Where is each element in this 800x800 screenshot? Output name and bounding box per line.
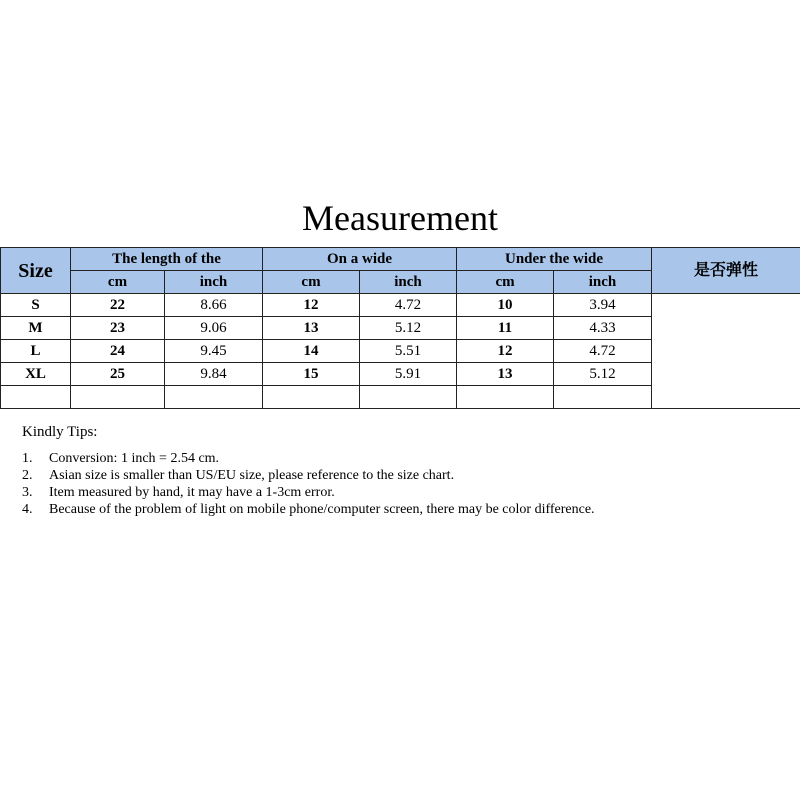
page-title: Measurement	[302, 198, 498, 238]
length-cm-cell: 23	[71, 317, 165, 340]
size-chart-table	[0, 247, 800, 409]
unit-header: inch	[165, 271, 263, 294]
list-item	[22, 450, 682, 467]
empty-cell	[165, 386, 263, 409]
tip-text: Asian size is smaller than US/EU size, please reference to the size chart.	[49, 468, 455, 483]
under-inch-cell: 4.72	[554, 340, 652, 363]
empty-cell	[263, 386, 360, 409]
under-inch-cell: 5.12	[554, 363, 652, 386]
table-row	[1, 294, 800, 317]
length-cm-cell: 22	[71, 294, 165, 317]
tip-number: 2.	[22, 468, 33, 483]
list-item	[22, 484, 682, 501]
tip-number: 3.	[22, 485, 33, 500]
unit-header: inch	[554, 271, 652, 294]
size-cell: L	[1, 340, 71, 363]
tip-number: 4.	[22, 502, 33, 517]
width-cm-cell: 14	[263, 340, 360, 363]
size-header: Size	[1, 248, 71, 294]
tip-text: Because of the problem of light on mobile phone/computer screen, there may be color difference.	[49, 502, 595, 517]
empty-cell	[457, 386, 554, 409]
unit-header: inch	[360, 271, 457, 294]
tip-text: Item measured by hand, it may have a 1-3cm error.	[49, 485, 335, 500]
width-cm-cell: 15	[263, 363, 360, 386]
length-cm-cell: 24	[71, 340, 165, 363]
width-inch-cell: 5.51	[360, 340, 457, 363]
under-cm-cell: 11	[457, 317, 554, 340]
width-inch-cell: 4.72	[360, 294, 457, 317]
length-inch-cell: 8.66	[165, 294, 263, 317]
tip-number: 1.	[22, 451, 33, 466]
length-inch-cell: 9.84	[165, 363, 263, 386]
elastic-header: 是否弹性	[652, 248, 800, 294]
tips-heading: Kindly Tips:	[22, 424, 98, 440]
elastic-cell	[652, 294, 800, 409]
under-cm-cell: 10	[457, 294, 554, 317]
length-inch-cell: 9.06	[165, 317, 263, 340]
size-cell: XL	[1, 363, 71, 386]
width-group-header: On a wide	[263, 248, 457, 271]
list-item	[22, 467, 682, 484]
tips-list	[22, 450, 682, 518]
under-cm-cell: 12	[457, 340, 554, 363]
under-inch-cell: 3.94	[554, 294, 652, 317]
width-inch-cell: 5.12	[360, 317, 457, 340]
length-cm-cell: 25	[71, 363, 165, 386]
empty-cell	[71, 386, 165, 409]
under-inch-cell: 4.33	[554, 317, 652, 340]
empty-cell	[554, 386, 652, 409]
length-group-header: The length of the	[71, 248, 263, 271]
width-cm-cell: 12	[263, 294, 360, 317]
unit-header: cm	[263, 271, 360, 294]
kindly-tips	[22, 424, 682, 518]
empty-cell	[1, 386, 71, 409]
width-inch-cell: 5.91	[360, 363, 457, 386]
empty-cell	[360, 386, 457, 409]
under-cm-cell: 13	[457, 363, 554, 386]
tip-text: Conversion: 1 inch = 2.54 cm.	[49, 451, 220, 466]
size-cell: M	[1, 317, 71, 340]
size-cell: S	[1, 294, 71, 317]
under-width-group-header: Under the wide	[457, 248, 652, 271]
unit-header: cm	[457, 271, 554, 294]
width-cm-cell: 13	[263, 317, 360, 340]
length-inch-cell: 9.45	[165, 340, 263, 363]
table-header-row	[1, 248, 800, 271]
list-item	[22, 501, 682, 518]
unit-header: cm	[71, 271, 165, 294]
